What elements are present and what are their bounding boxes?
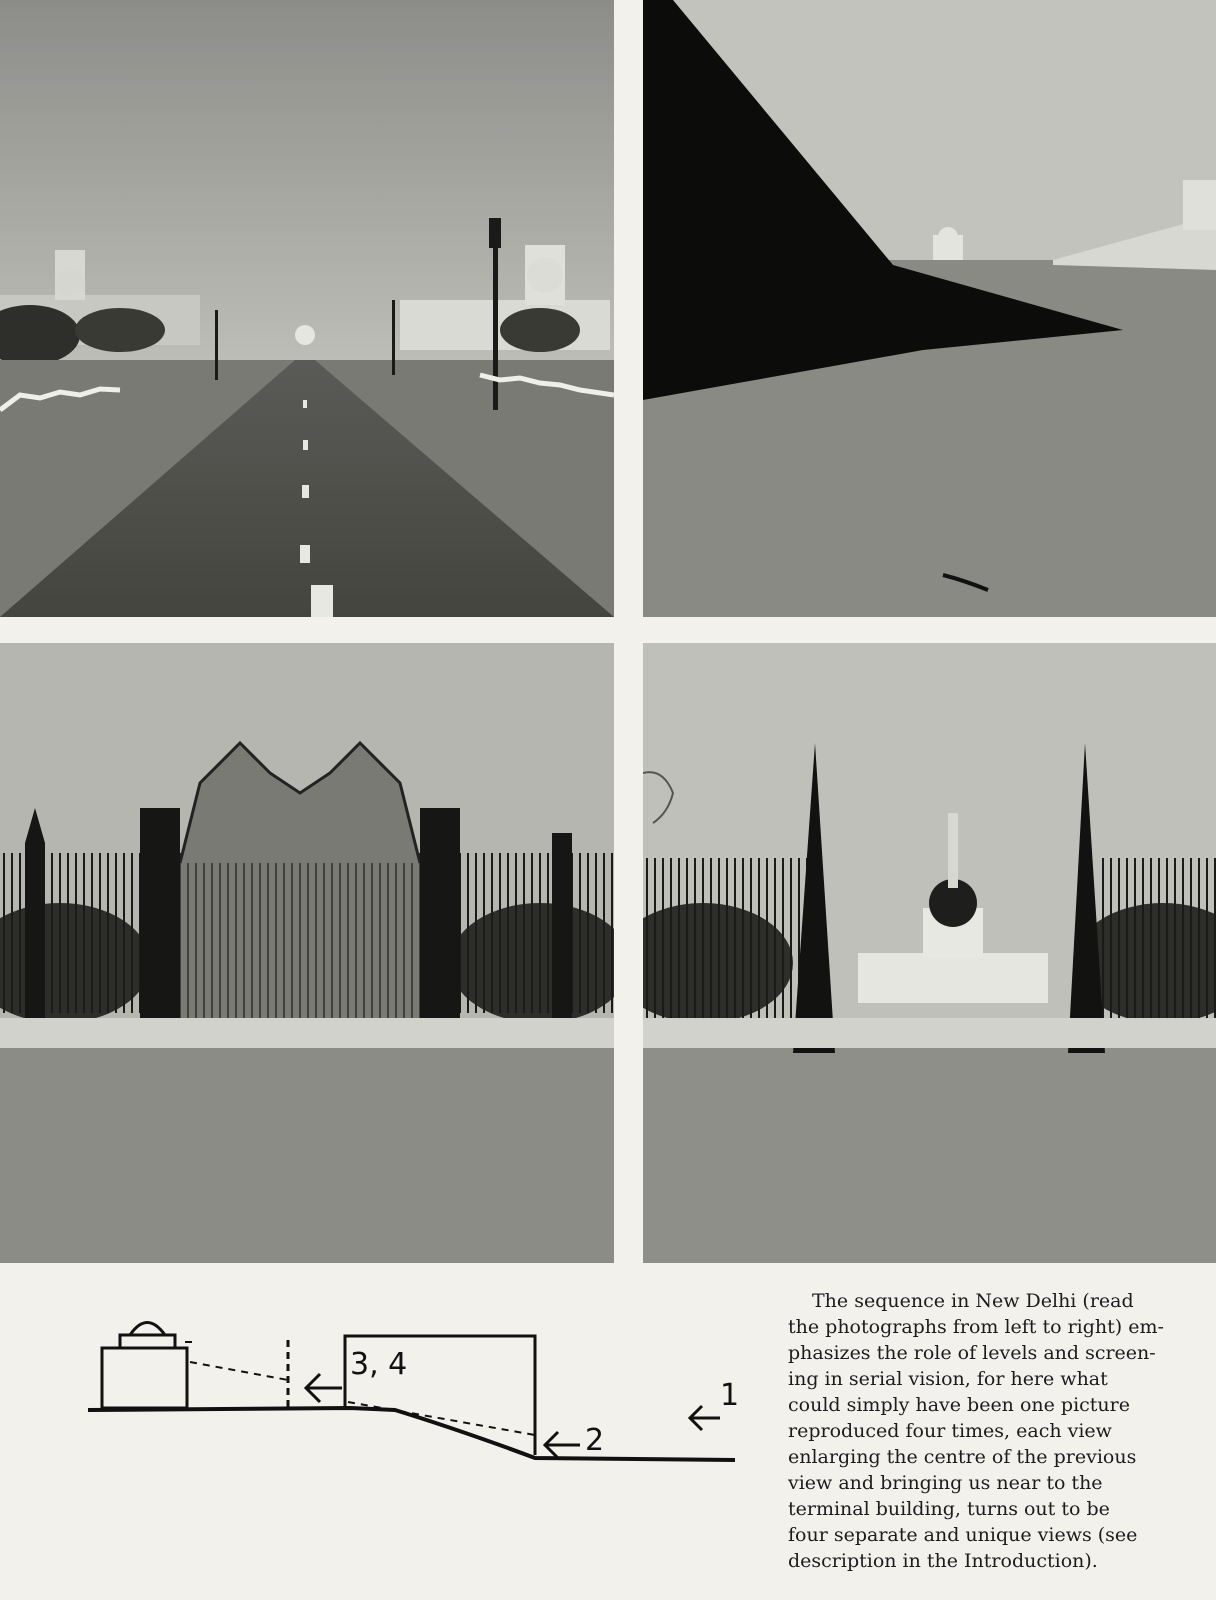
caption-line: ing in serial vision, for here what bbox=[788, 1368, 1108, 1390]
caption-line: terminal building, turns out to be bbox=[788, 1498, 1110, 1520]
ramp-illustration bbox=[643, 0, 1216, 617]
label-1: 1 bbox=[720, 1378, 740, 1413]
caption-line: view and bringing us near to the bbox=[788, 1472, 1103, 1494]
arrow-3-4-icon bbox=[306, 1374, 342, 1402]
photo-ramp-view bbox=[643, 0, 1216, 617]
caption-line: description in the Introduction). bbox=[788, 1550, 1098, 1572]
arrow-1-icon bbox=[690, 1406, 720, 1430]
caption-line: enlarging the centre of the previous bbox=[788, 1446, 1137, 1468]
caption-line: four separate and unique views (see bbox=[788, 1524, 1138, 1546]
dome-sketch bbox=[130, 1323, 165, 1336]
photo-road-view bbox=[0, 0, 614, 617]
terminal-illustration bbox=[643, 643, 1216, 1263]
arrow-2-icon bbox=[545, 1432, 580, 1458]
caption-line: reproduced four times, each view bbox=[788, 1420, 1112, 1442]
road-illustration bbox=[0, 0, 614, 617]
photo-gate-opening bbox=[643, 643, 1216, 1263]
ground-profile bbox=[88, 1408, 735, 1460]
terminal-building-sketch bbox=[102, 1348, 187, 1408]
caption-line: the photographs from left to right) em- bbox=[788, 1316, 1164, 1338]
section-sketch bbox=[80, 1300, 760, 1500]
label-3-4: 3, 4 bbox=[350, 1347, 408, 1382]
gate-illustration bbox=[0, 643, 614, 1263]
caption-text bbox=[788, 1288, 1188, 1574]
photo-ornate-gate bbox=[0, 643, 614, 1263]
caption-line: phasizes the role of levels and screen- bbox=[788, 1342, 1156, 1364]
label-2: 2 bbox=[585, 1423, 605, 1458]
caption-line: The sequence in New Delhi (read bbox=[812, 1290, 1134, 1312]
caption-line: could simply have been one picture bbox=[788, 1394, 1130, 1416]
